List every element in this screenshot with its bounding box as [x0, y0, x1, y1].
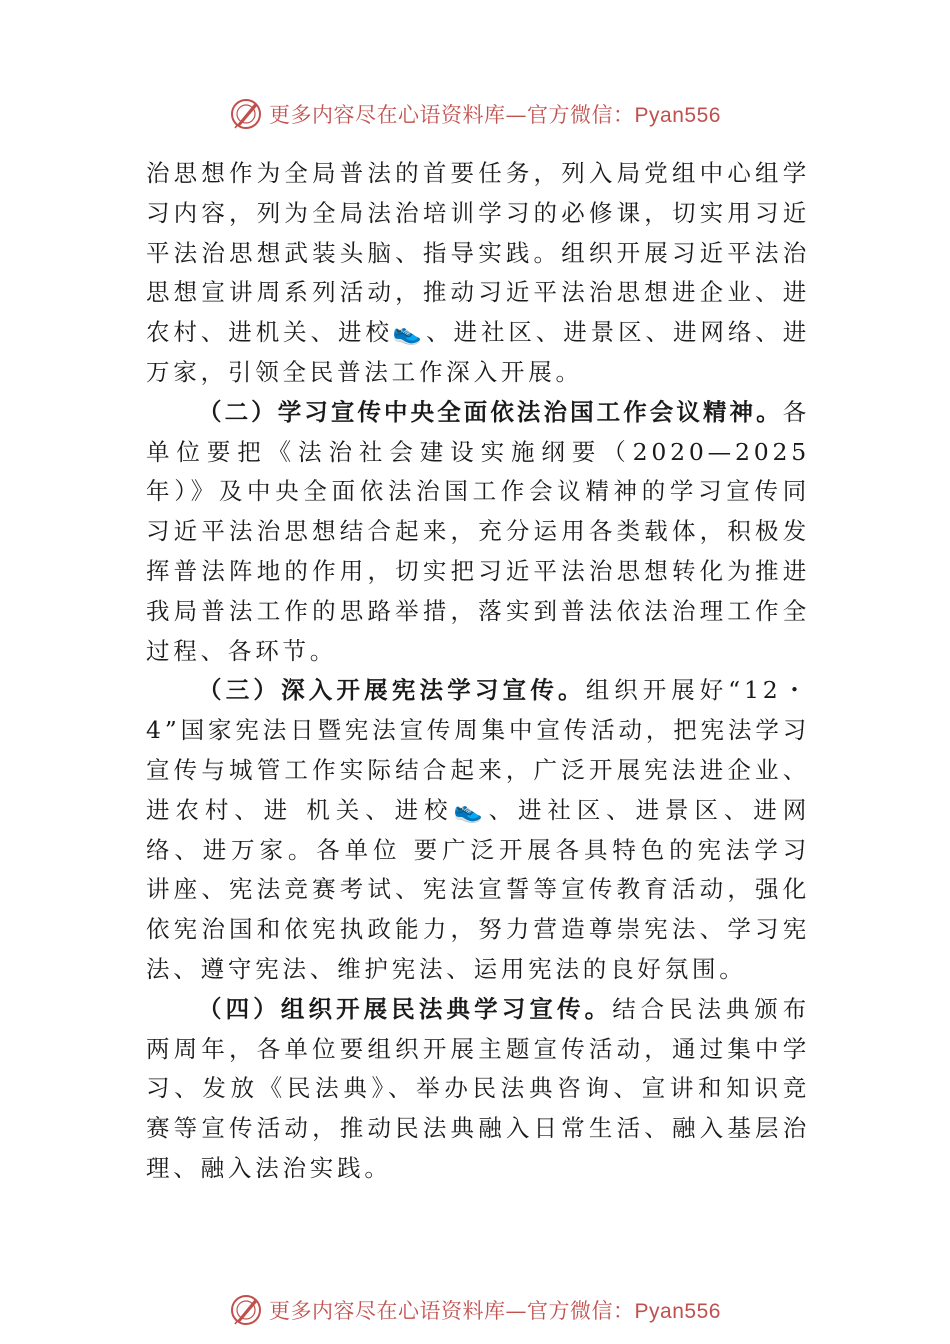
paragraph-4-body: 结合民法典颁布两周年，各单位要组织开展主题宣传活动，通过集中学习、发放《民法典》、举办民法典咨询、宣讲和知识竞赛等宣传活动，推动民法典融入日常生活、融入基层治理、融入法治实践。 [146, 994, 811, 1182]
paragraph-3-body: 组织开展好“12・4”国家宪法日暨宪法宣传周集中宣传活动，把宪法学习宣传与城管工作实际结合起来，广泛开展宪法进企业、进农村、进 机关、进校👟、进社区、进景区、进网络、进万家。各单位 要广泛开展各具特色的宪法学习讲座、宪法竞赛考试、宪法宣誓等宣传教育活动，强化依宪治国和依宪执政能力，努力营造尊崇宪法、学习宪法、遵守宪法、维护宪法、运用宪法的良好氛围。 [146, 676, 810, 983]
section-heading-4: （四）组织开展民法典学习宣传。 [198, 994, 613, 1023]
watermark-wechat-id: Pyan556 [634, 104, 721, 127]
watermark-dash: — [505, 1299, 528, 1323]
quill-seal-icon [229, 97, 263, 131]
watermark-main-text: 更多内容尽在心语资料库 [269, 103, 506, 127]
paragraph-2 [146, 393, 810, 672]
watermark-wechat-id: Pyan556 [634, 1300, 721, 1323]
header-watermark [0, 94, 950, 134]
watermark-wechat-label: 官方微信： [527, 1299, 635, 1323]
watermark-main-text: 更多内容尽在心语资料库 [269, 1299, 506, 1323]
paragraph-4 [146, 990, 810, 1189]
quill-seal-icon [229, 1293, 263, 1327]
paragraph-3 [146, 671, 810, 989]
section-heading-3: （三）深入开展宪法学习宣传。 [198, 676, 586, 705]
section-heading-2: （二）学习宣传中央全面依法治国工作会议精神。 [198, 397, 783, 426]
footer-watermark [0, 1290, 950, 1330]
watermark-text [269, 1295, 721, 1325]
watermark-dash: — [505, 103, 528, 127]
paragraph-1-body: 治思想作为全局普法的首要任务，列入局党组中心组学习内容，列为全局法治培训学习的必修课，切实用习近平法治思想武装头脑、指导实践。组织开展习近平法治思想宣讲周系列活动，推动习近平法治思想进企业、进农村、进机关、进校👟、进社区、进景区、进网络、进万家，引领全民普法工作深入开展。 [146, 159, 810, 386]
watermark-wechat-label: 官方微信： [527, 103, 635, 127]
paragraph-2-body: 各单位要把《法治社会建设实施纲要（2020—2025 年）》及中央全面依法治国工作会议精神的学习宣传同习近平法治思想结合起来，充分运用各类载体，积极发挥普法阵地的作用，切实把习近平法治思想转化为推进我局普法工作的思路举措，落实到普法依法治理工作全过程、各环节。 [146, 397, 810, 665]
paragraph-1 [146, 154, 810, 393]
document-body [146, 154, 810, 1189]
watermark-text [269, 99, 721, 129]
